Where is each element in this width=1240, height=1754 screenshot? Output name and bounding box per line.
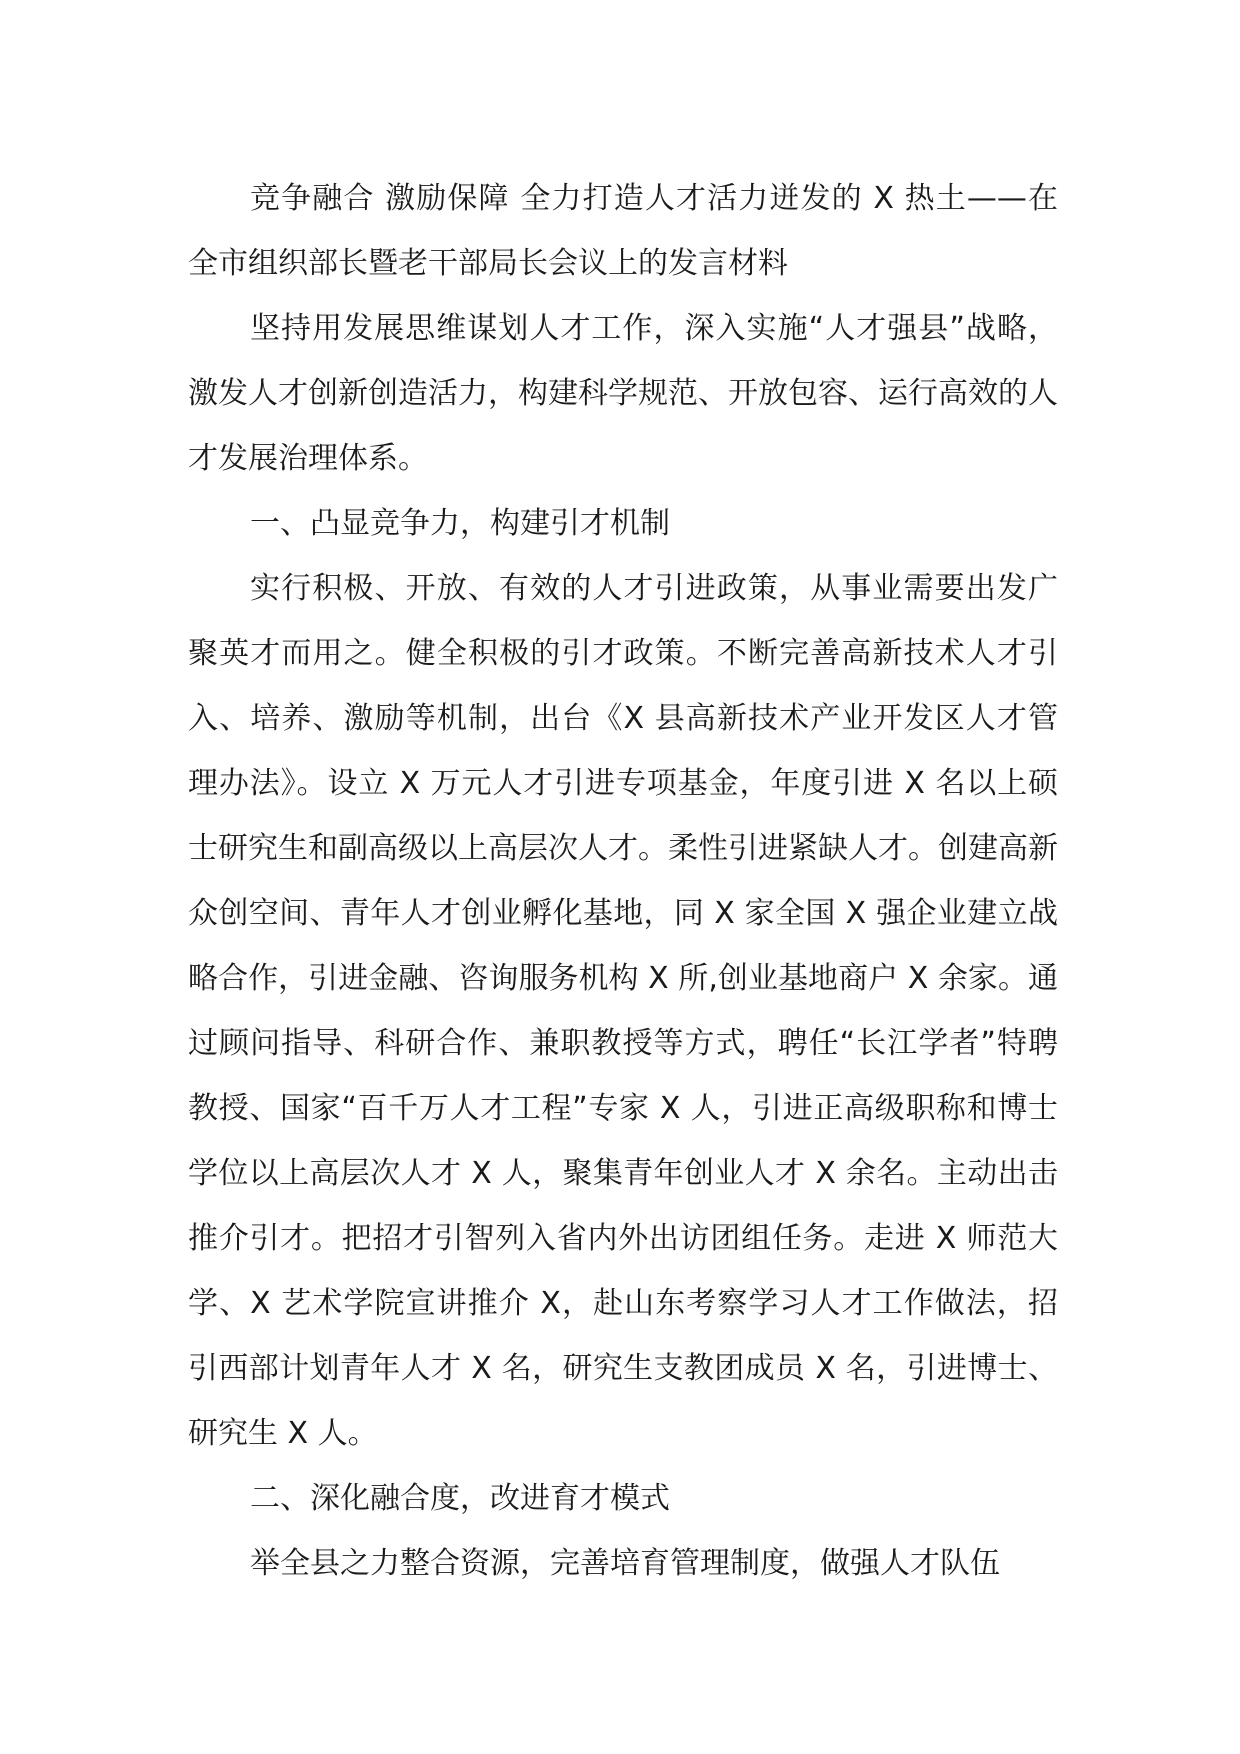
section-1-paragraph: 实行积极、开放、有效的人才引进政策，从事业需要出发广聚英才而用之。健全积极的引才政策。不断完善高新技术人才引入、培养、激励等机制，出台《X 县高新技术产业开发区人才管理办法》。设立 X 万元人才引进专项基金，年度引进 X 名以上硕士研究生和副高级以上高层次人才。柔性引进紧缺人才。创建高新众创空间、青年人才创业孵化基地，同 X 家全国 X 强企业建立战略合作，引进金融、咨询服务机构 X 所,创业基地商户 X 余家。通过顾问指导、科研合作、兼职教授等方式，聘任“长江学者”特聘教授、国家“百千万人才工程”专家 X 人，引进正高级职称和博士学位以上高层次人才 X 人，聚集青年创业人才 X 余名。主动出击推介引才。把招才引智列入省内外出访团组任务。走进 X 师范大学、X 艺术学院宣讲推介 X，赴山东考察学习人才工作做法，招引西部计划青年人才 X 名，研究生支教团成员 X 名，引进博士、研究生 X 人。 [188, 571, 1058, 1451]
document-body [188, 166, 1058, 1596]
section-heading-2: 二、深化融合度，改进育才模式 [250, 1481, 670, 1516]
section-heading-1: 一、凸显竞争力，构建引才机制 [250, 506, 670, 541]
intro-paragraph: 坚持用发展思维谋划人才工作，深入实施“人才强县”战略，激发人才创新创造活力，构建科学规范、开放包容、运行高效的人才发展治理体系。 [188, 311, 1058, 476]
section-2-paragraph: 举全县之力整合资源，完善培育管理制度，做强人才队伍 [250, 1546, 1000, 1581]
document-title: 竞争融合 激励保障 全力打造人才活力迸发的 X 热土——在全市组织部长暨老干部局长会议上的发言材料 [188, 181, 1058, 281]
